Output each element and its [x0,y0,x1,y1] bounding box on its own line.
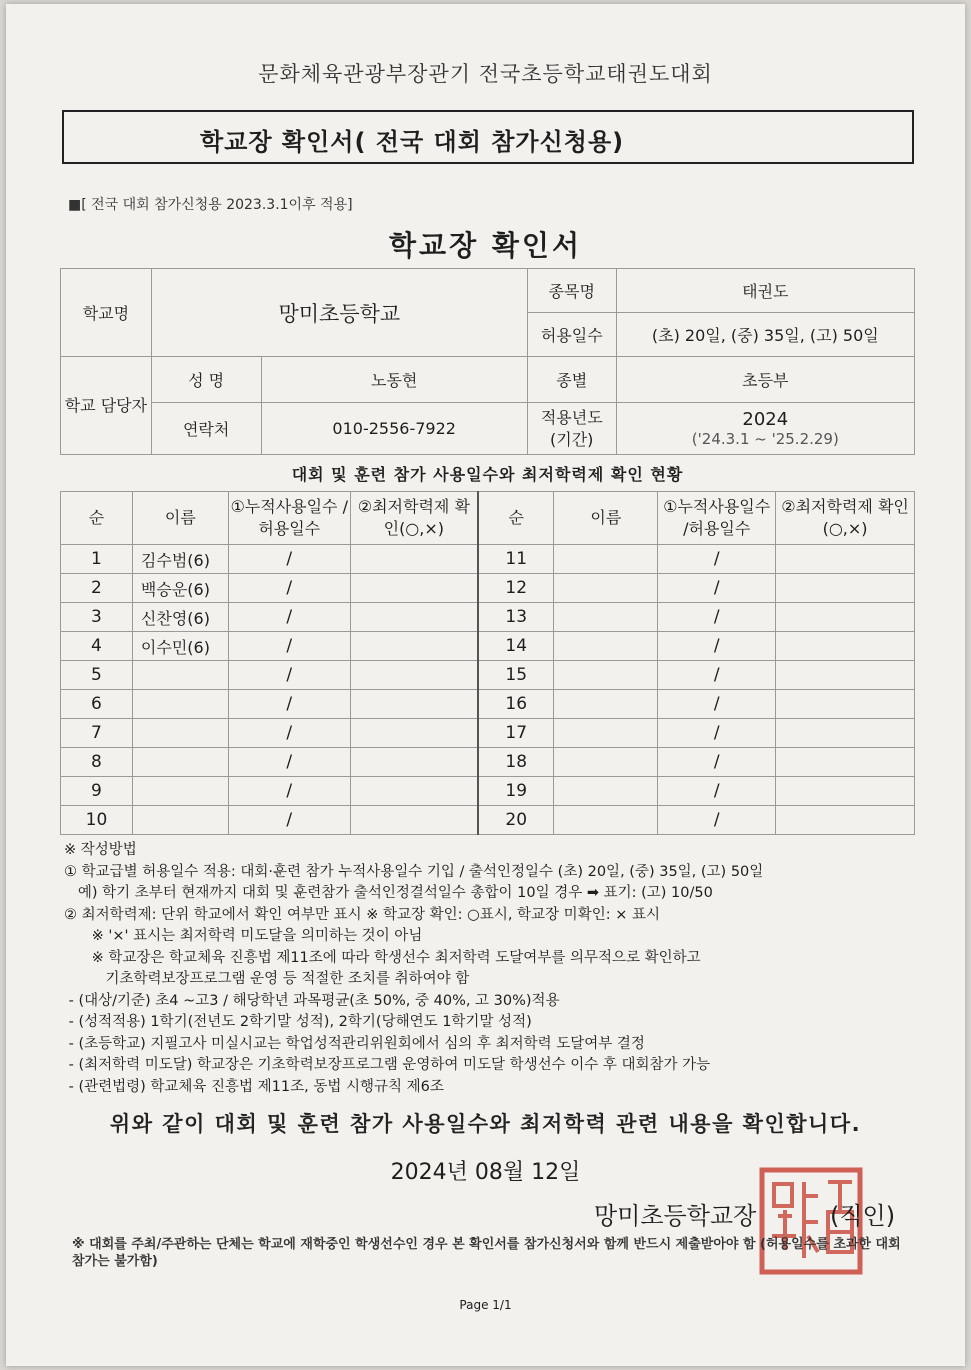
col-check: ②최저학력제 확인(○,×) [776,492,915,545]
footer-note: ※ 대회를 주최/주관하는 단체는 학교에 재학중인 학생선수인 경우 본 확인서를 참가신청서와 함께 반드시 제출받아야 함 (허용일수를 초과한 대회 참가는 불가함) [72,1237,901,1269]
grade-check [350,574,478,603]
year-cell [616,403,914,455]
grade-check [776,545,915,574]
student-name: 신찬영(6) [132,603,228,632]
grade-check [776,719,915,748]
student-name [132,806,228,835]
usage-days: / [228,690,350,719]
row-number: 1 [61,545,133,574]
grade-check [350,661,478,690]
grade-check [776,632,915,661]
year-label: 적용년도 (기간) [527,403,616,455]
usage-days: / [228,777,350,806]
student-name [554,748,658,777]
student-name [132,777,228,806]
method-line: ※ 작성방법 [64,842,137,858]
category-label: 종별 [527,357,616,403]
row-number: 5 [61,661,133,690]
usage-days: / [658,603,776,632]
row-number: 12 [478,574,554,603]
usage-days: / [658,777,776,806]
row-number: 4 [61,632,133,661]
method-line: - (관련법령) 학교체육 진흥법 제11조, 동법 시행규칙 제6조 [64,1078,444,1095]
usage-days: / [228,661,350,690]
usage-days: / [228,748,350,777]
student-name: 이수민(6) [132,632,228,661]
student-name [554,661,658,690]
row-number: 7 [61,719,133,748]
doc-title: 학교장 확인서 [388,229,583,262]
top-note: ■[ 전국 대회 참가신청용 2023.3.1이후 적용] [68,197,353,213]
table-row [61,690,915,719]
contact-label: 연락처 [151,403,261,455]
col-check: ②최저학력제 확인(○,×) [350,492,478,545]
grade-check [776,777,915,806]
usage-days: / [228,632,350,661]
writing-method [64,840,924,1098]
grade-check [776,748,915,777]
event-label: 종목명 [527,269,616,313]
grade-check [776,574,915,603]
category-value: 초등부 [616,357,914,403]
row-number: 20 [478,806,554,835]
student-name: 백승운(6) [132,574,228,603]
table-row [61,719,915,748]
name-value: 노동현 [261,357,527,403]
student-name [554,777,658,806]
table-row [61,777,915,806]
col-no: 순 [61,492,133,545]
status-table [60,491,915,835]
confirm-statement: 위와 같이 대회 및 훈련 참가 사용일수와 최저학력 관련 내용을 확인합니다. [109,1112,862,1136]
status-title: 대회 및 훈련 참가 사용일수와 최저학력제 확인 현황 [291,465,684,484]
contact-value: 010-2556-7922 [261,403,527,455]
event-value: 태권도 [616,269,914,313]
name-label: 성 명 [151,357,261,403]
row-number: 16 [478,690,554,719]
student-name [554,806,658,835]
title-box [62,110,914,164]
table-row [61,574,915,603]
row-number: 8 [61,748,133,777]
row-number: 14 [478,632,554,661]
manager-label: 학교 담당자 [61,357,152,455]
usage-days: / [228,545,350,574]
page-number: Page 1/1 [459,1298,512,1312]
row-number: 3 [61,603,133,632]
allowed-value: (초) 20일, (중) 35일, (고) 50일 [616,313,914,357]
student-name [132,748,228,777]
grade-check [350,719,478,748]
signer-name: 망미초등학교장 [594,1202,757,1230]
date: 2024년 08월 12일 [390,1160,581,1185]
col-name: 이름 [554,492,658,545]
seal-mark: (직인) [830,1202,896,1230]
student-name [554,719,658,748]
student-name [132,690,228,719]
grade-check [350,545,478,574]
box-title: 학교장 확인서( 전국 대회 참가신청용) [200,128,625,156]
col-name: 이름 [132,492,228,545]
table-row [61,806,915,835]
student-name [132,661,228,690]
student-name: 김수범(6) [132,545,228,574]
method-line: - (성적적용) 1학기(전년도 2학기말 성적), 2학기(당해연도 1학기말 성적) [64,1014,532,1030]
usage-days: / [658,574,776,603]
usage-days: / [228,574,350,603]
col-days: ①누적사용일수 /허용일수 [228,492,350,545]
method-line: - (대상/기준) 초4 ~고3 / 해당학년 과목평균(초 50%, 중 40%, 고 30%)적용 [64,992,560,1009]
method-line: ※ 학교장은 학교체육 진흥법 제11조에 따라 학생선수 최저학력 도달여부를 의무적으로 확인하고 [64,949,701,966]
table-header-row [61,492,915,545]
grade-check [776,806,915,835]
method-line: - (초등학교) 지필고사 미실시교는 학업성적관리위원회에서 심의 후 최저학력 도달여부 결정 [64,1035,645,1052]
row-number: 10 [61,806,133,835]
method-line: 예) 학기 초부터 현재까지 대회 및 훈련참가 출석인정결석일수 총합이 10일 경우 ➡ 표기: (고) 10/50 [64,885,713,901]
student-name [554,632,658,661]
table-row [61,661,915,690]
method-line: ① 학교급별 허용일수 적용: 대회·훈련 참가 누적사용일수 기입 / 출석인정일수 (초) 20일, (중) 35일, (고) 50일 [64,863,764,880]
grade-check [350,632,478,661]
method-line: ② 최저학력제: 단위 학교에서 확인 여부만 표시 ※ 학교장 확인: ○표시, 학교장 미확인: × 표시 [64,906,660,923]
student-name [554,545,658,574]
row-number: 6 [61,690,133,719]
usage-days: / [658,806,776,835]
period-value: ('24.3.1 ~ '25.2.29) [691,430,839,448]
table-row [61,603,915,632]
sponsor-title: 문화체육관광부장관기 전국초등학교태권도대회 [258,62,713,86]
row-number: 15 [478,661,554,690]
grade-check [350,748,478,777]
grade-check [776,603,915,632]
grade-check [350,690,478,719]
row-number: 11 [478,545,554,574]
row-number: 18 [478,748,554,777]
table-row [61,748,915,777]
school-label: 학교명 [61,269,152,357]
grade-check [350,806,478,835]
student-name [554,574,658,603]
usage-days: / [658,632,776,661]
col-days: ①누적사용일수 /허용일수 [658,492,776,545]
method-line: ※ '×' 표시는 최저학력 미도달을 의미하는 것이 아님 [64,928,423,944]
usage-days: / [658,545,776,574]
grade-check [776,661,915,690]
row-number: 19 [478,777,554,806]
grade-check [776,690,915,719]
row-number: 13 [478,603,554,632]
usage-days: / [658,690,776,719]
usage-days: / [658,719,776,748]
method-line: - (최저학력 미도달) 학교장은 기초학력보장프로그램 운영하여 미도달 학생선수 이수 후 대회참가 가능 [64,1057,711,1073]
info-table [60,268,915,455]
table-row [61,632,915,661]
year-value: 2024 [742,409,789,430]
usage-days: / [228,806,350,835]
table-row [61,545,915,574]
usage-days: / [228,603,350,632]
allowed-label: 허용일수 [527,313,616,357]
row-number: 2 [61,574,133,603]
usage-days: / [658,661,776,690]
row-number: 9 [61,777,133,806]
grade-check [350,603,478,632]
method-line: 기초학력보장프로그램 운영 등 적절한 조치를 취하여야 함 [64,971,470,987]
usage-days: / [228,719,350,748]
student-name [554,690,658,719]
school-value: 망미초등학교 [151,269,527,357]
row-number: 17 [478,719,554,748]
grade-check [350,777,478,806]
student-name [554,603,658,632]
col-no: 순 [478,492,554,545]
student-name [132,719,228,748]
usage-days: / [658,748,776,777]
